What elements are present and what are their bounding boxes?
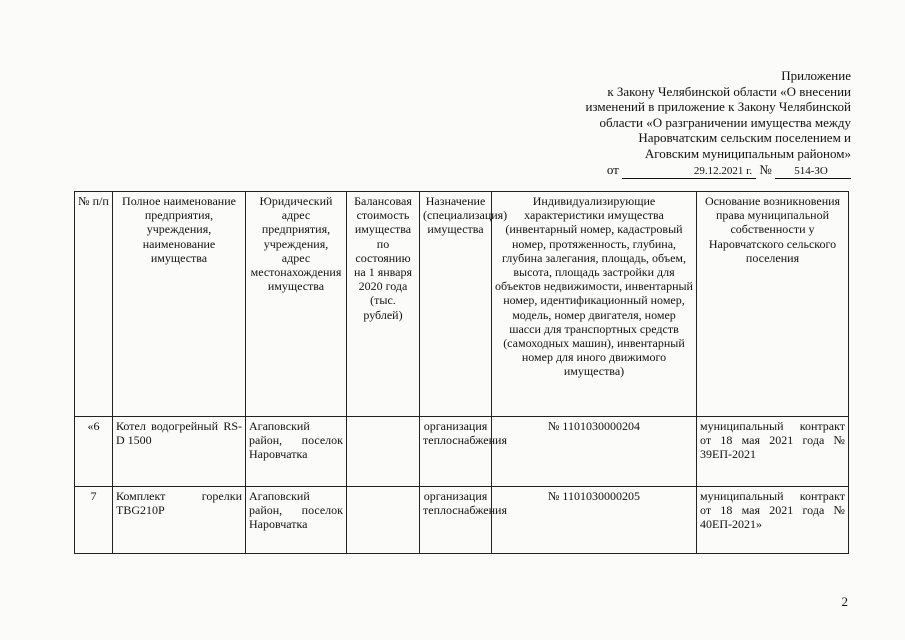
property-name: Котел водогрейный RS-D 1500 <box>113 417 246 487</box>
row-number: 7 <box>75 487 113 554</box>
header-line: Аговским муниципальным районом» <box>644 145 851 161</box>
law-date: 29.12.2021 г. <box>622 164 756 179</box>
property-address: Агаповский район, поселок Наровчатка <box>246 417 347 487</box>
row-number: «6 <box>75 417 113 487</box>
property-purpose: организация теплоснабжения <box>420 417 492 487</box>
property-characteristics: № 1101030000204 <box>492 417 697 487</box>
property-characteristics: № 1101030000205 <box>492 487 697 554</box>
header-line: Наровчатским сельским поселением и <box>638 130 851 146</box>
table-header-row <box>75 192 849 417</box>
property-purpose: организация теплоснабжения <box>420 487 492 554</box>
table-row <box>75 417 849 487</box>
balance-value <box>347 487 420 554</box>
column-header: Основание возникновения права муниципальной собственности у Наровчатского сельского поселения <box>697 192 849 417</box>
column-header: Юридический адрес предприятия, учреждения, адрес местонахождения имущества <box>246 192 347 417</box>
column-header: Назначение (специализация) имущества <box>420 192 492 417</box>
column-header: Полное наименование предприятия, учреждения, наименование имущества <box>113 192 246 417</box>
property-table <box>74 191 849 554</box>
header-line: области «О разграничении имущества между <box>599 114 851 130</box>
ownership-basis: муниципальный контракт от 18 мая 2021 года № 39ЕП-2021 <box>697 417 849 487</box>
header-line: изменений в приложение к Закону Челябинской <box>585 99 851 115</box>
property-address: Агаповский район, поселок Наровчатка <box>246 487 347 554</box>
property-name: Комплект горелки TBG210P <box>113 487 246 554</box>
law-number: 514-ЗО <box>775 164 851 179</box>
from-label: от <box>606 161 619 177</box>
appendix-header <box>491 68 851 179</box>
number-label: № <box>759 161 772 177</box>
table-row <box>75 487 849 554</box>
column-header: Балансовая стоимость имущества по состоянию на 1 января 2020 года (тыс. рублей) <box>347 192 420 417</box>
law-date-number <box>491 162 851 179</box>
page-number: 2 <box>841 594 848 609</box>
header-line: к Закону Челябинской области «О внесении <box>607 83 851 99</box>
column-header: № п/п <box>75 192 113 417</box>
column-header: Индивидуализирующие характеристики имущества (инвентарный номер, кадастровый номер, протяженность, глубина, глубина залегания, площадь, объем, высота, площадь застройки для объектов недвижимости, инвентарный номер, идентификационный номер, модель, номер двигателя, номер шасси для транспортных средств (самоходных машин), инвентарный номер для иного движимого имущества) <box>492 192 697 417</box>
header-line: Приложение <box>781 68 851 83</box>
balance-value <box>347 417 420 487</box>
ownership-basis: муниципальный контракт от 18 мая 2021 года № 40ЕП-2021» <box>697 487 849 554</box>
